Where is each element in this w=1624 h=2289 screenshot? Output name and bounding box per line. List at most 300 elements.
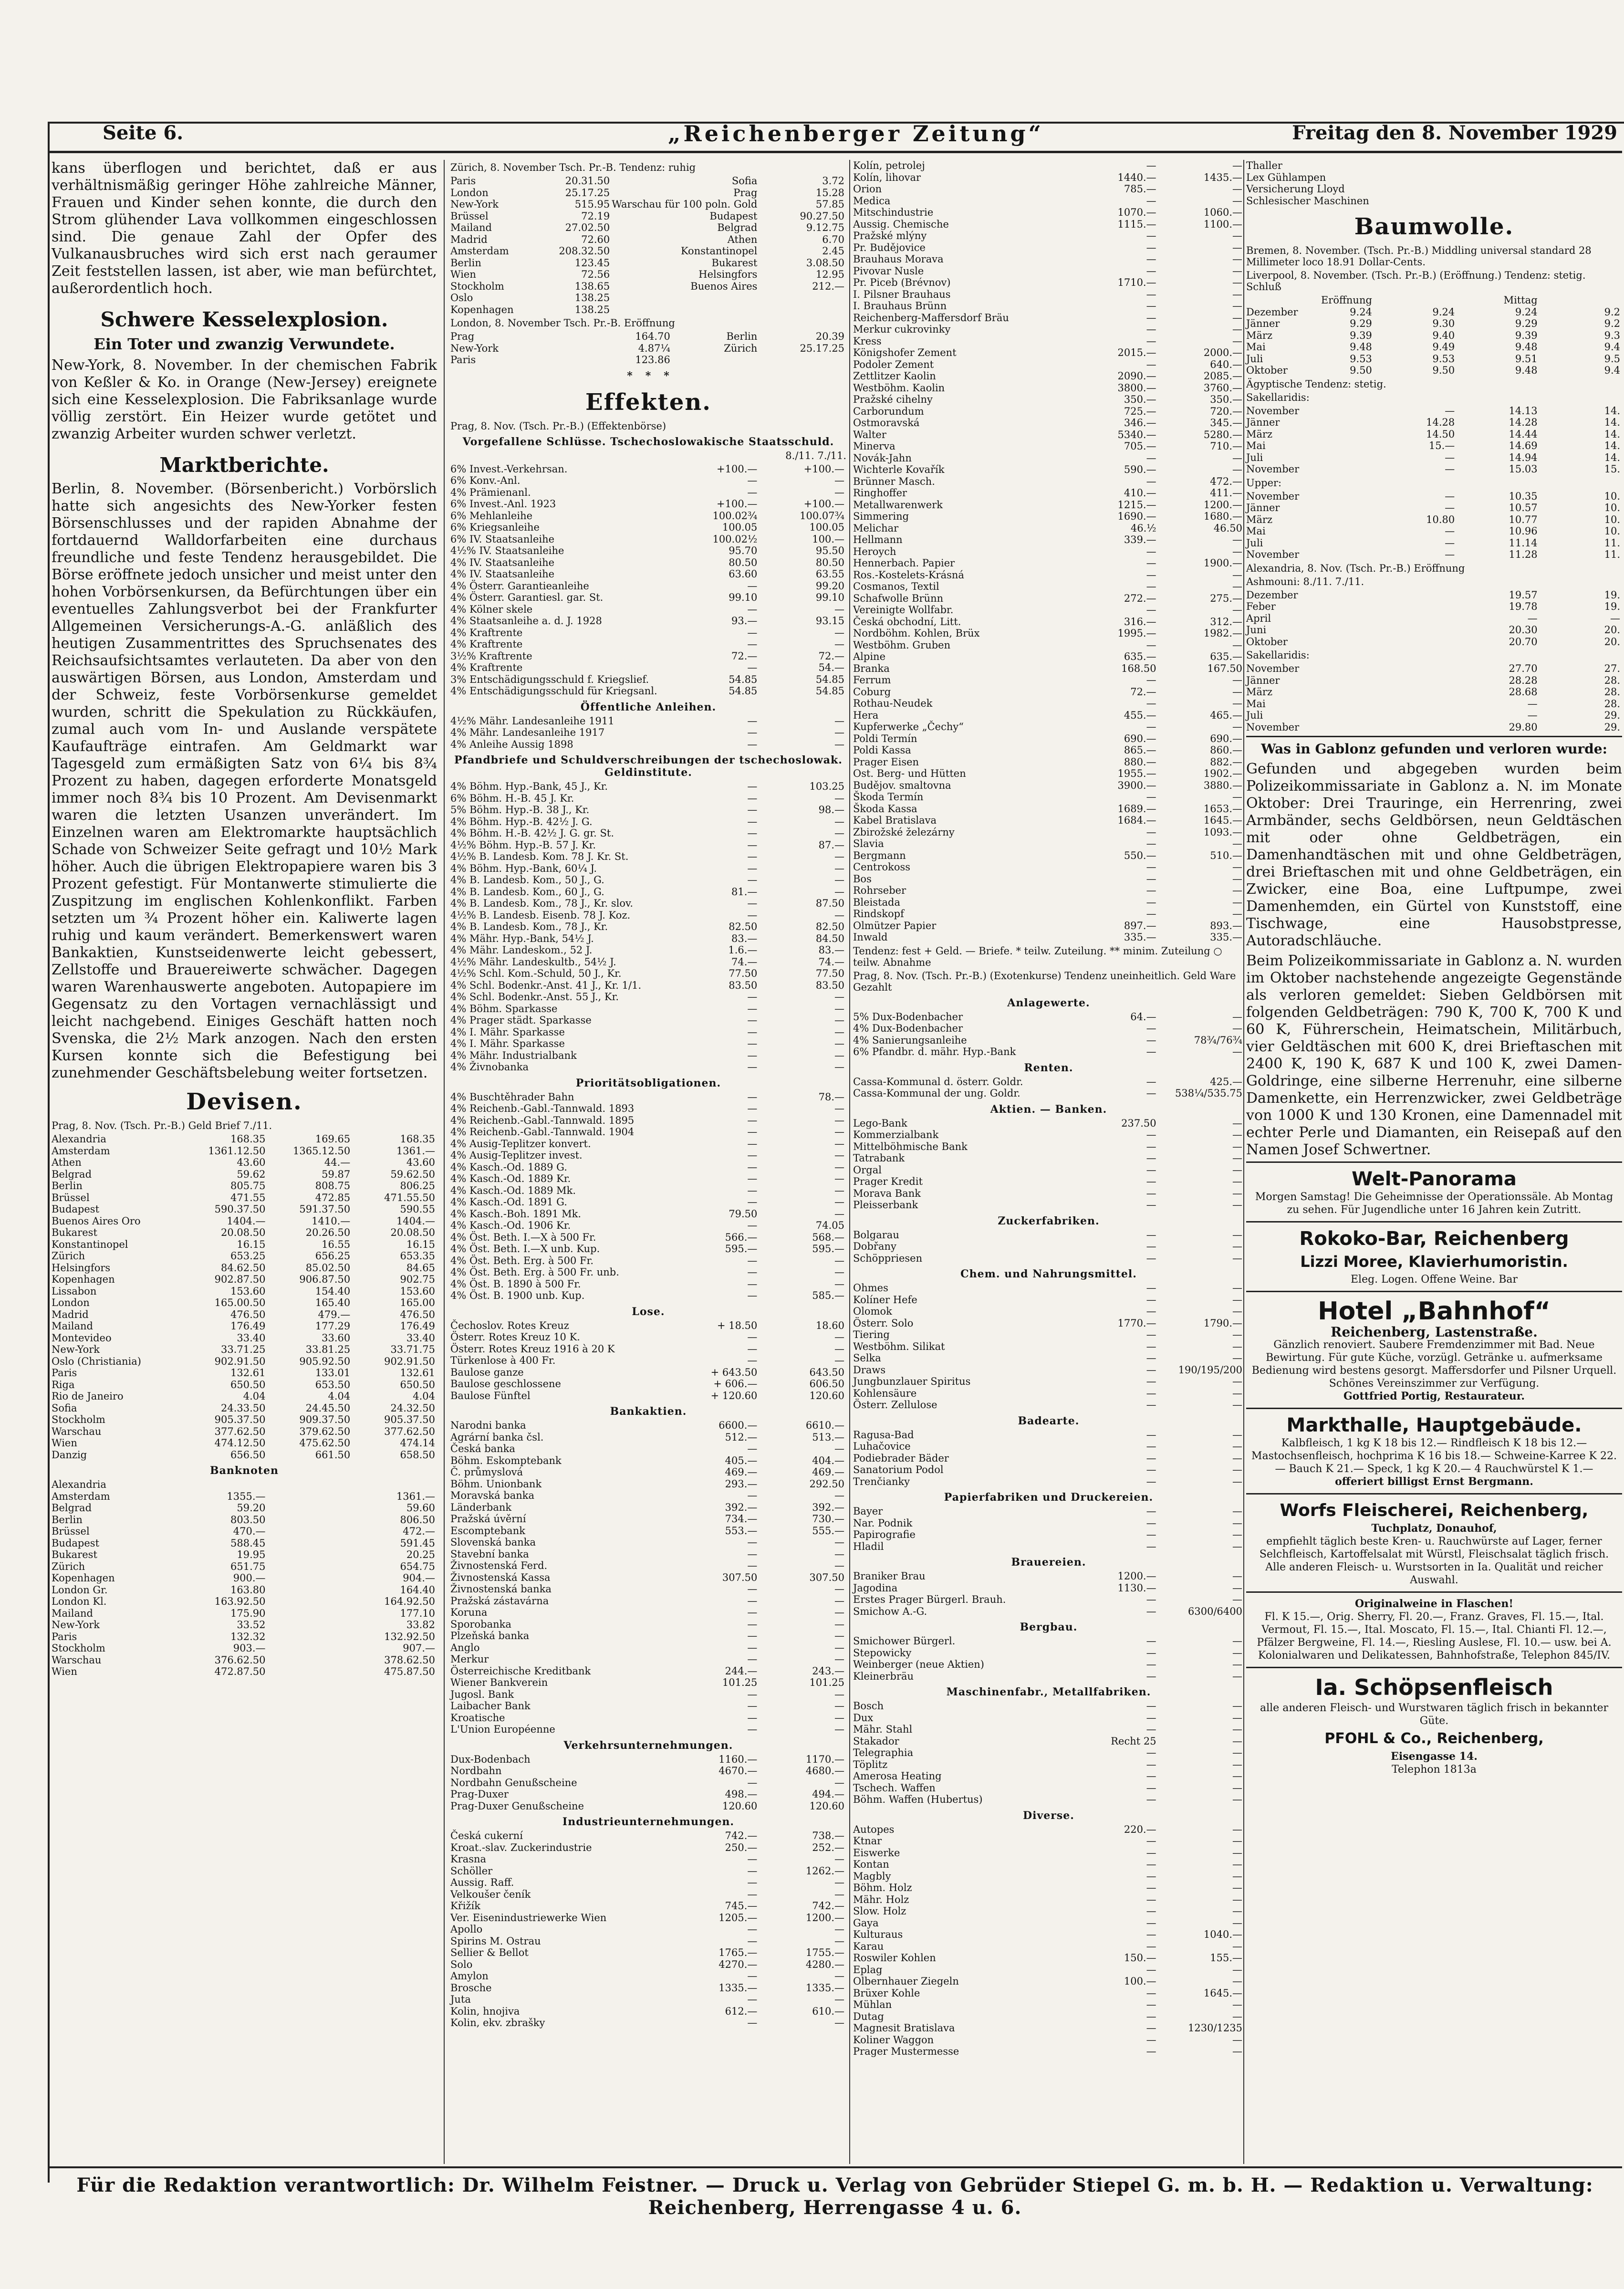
exoten-row <box>853 2034 1244 2046</box>
cell-name: Podoler Zement <box>853 358 934 370</box>
cell-name: Paris <box>52 1631 77 1642</box>
cell-value: — <box>1232 1712 1242 1724</box>
cell-value: — <box>747 1443 758 1454</box>
transport-table <box>450 1754 846 1812</box>
cell-name: Sofia <box>52 1402 77 1414</box>
cell-name: Trenčianky <box>853 1475 910 1487</box>
exoten-row <box>853 1046 1244 1058</box>
cell-value: 474.12.50 <box>214 1437 266 1449</box>
cell-value: — <box>1146 1594 1156 1605</box>
cell-name: 4½% Böhm. Hyp.-B. 57 J. Kr. <box>450 839 596 851</box>
cell-value: — <box>834 1114 844 1126</box>
cell-name: Lego-Bank <box>853 1117 907 1129</box>
cell-value: — <box>1146 2046 1156 2057</box>
devisen-row <box>52 1332 437 1344</box>
cell-name: Warschau <box>52 1425 102 1437</box>
bank-row <box>450 1724 846 1735</box>
cell-name: Böhm. Waffen (Hubertus) <box>853 1794 983 1805</box>
alex-row <box>1246 613 1622 625</box>
cell-value: 100.02¾ <box>712 510 758 522</box>
devisen-row <box>52 1227 437 1239</box>
cell-value: — <box>747 1355 758 1366</box>
cell-value: — <box>747 1777 758 1788</box>
cell-name: Melichar <box>853 522 899 534</box>
exoten-row <box>853 1824 1244 1836</box>
cell-value: — <box>1232 1529 1242 1540</box>
cell-value: — <box>1232 1117 1242 1129</box>
alex-row <box>1246 698 1622 710</box>
cell-value: — <box>1146 1758 1156 1770</box>
bond-row <box>450 557 846 569</box>
cell-value: 595.— <box>725 1243 758 1254</box>
cell-value: — <box>834 2017 844 2028</box>
ad-lamb-title: Ia. Schöpsenfleisch <box>1315 1674 1553 1700</box>
bond-row <box>450 804 846 816</box>
cell-value <box>268 1502 353 1514</box>
industry-row <box>450 1830 846 1842</box>
cell-name: Pražské mlýny <box>853 230 927 241</box>
cell-value <box>268 1608 353 1620</box>
cell-value: — <box>747 839 758 851</box>
cell-name: Kolin, hnojiva <box>450 2005 520 2017</box>
pfandbriefe-table <box>450 781 846 1073</box>
cell-value: 9.12.75 <box>806 222 844 233</box>
cell-value: 1335.— <box>718 1982 758 1994</box>
cell-value: — <box>834 1560 844 1571</box>
alex-row <box>1246 636 1622 648</box>
exoten-sec: Badearte. <box>1018 1414 1080 1427</box>
cell-value: — <box>1232 277 1242 288</box>
cell-value: — <box>747 792 758 804</box>
cell-name: 4% Mähr. Landeskom., 52 J. <box>450 944 593 956</box>
bond-row <box>450 685 846 697</box>
exoten-table <box>853 1282 1244 1411</box>
cell-value: — <box>834 909 844 921</box>
cell-value: 27. <box>1604 663 1620 674</box>
cell-value: — <box>1232 1700 1242 1712</box>
cell-value: — <box>1146 1700 1156 1712</box>
cell-value: — <box>834 475 844 486</box>
cell-name: Nar. Podnik <box>853 1517 913 1529</box>
cell-value: 10. <box>1604 502 1620 513</box>
cell-value: — <box>1146 791 1156 803</box>
cell-name: Österreichische Kreditbank <box>450 1665 591 1677</box>
cell-value: — <box>747 1548 758 1560</box>
cell-value: — <box>1232 1859 1242 1870</box>
cell-value <box>268 1479 353 1491</box>
cell-name: Kolín, lihovar <box>853 171 921 183</box>
bond-row <box>450 816 846 828</box>
cell-value: 880.— <box>1124 756 1156 768</box>
cell-value: — <box>834 727 844 738</box>
cell-value: — <box>747 1103 758 1114</box>
zurich-row <box>450 269 846 281</box>
cell-value: 83.50 <box>815 979 844 991</box>
bond-row <box>450 1173 846 1185</box>
cell-value: 177.29 <box>315 1320 351 1332</box>
bank-row <box>450 1619 846 1631</box>
cell-value: 1262.— <box>805 1865 844 1877</box>
cell-name: Ver. Eisenindustriewerke Wien <box>450 1912 607 1923</box>
exoten-row <box>853 1464 1244 1476</box>
cell-name: Mai <box>1246 440 1266 451</box>
cell-value: 33.40 <box>237 1332 266 1344</box>
cell-value: 653.50 <box>315 1379 351 1390</box>
exoten-row <box>853 1364 1244 1376</box>
cell-value: — <box>834 1103 844 1114</box>
cell-value: 350.— <box>1210 394 1242 405</box>
cell-value: — <box>1146 265 1156 277</box>
cell-name: 6% Konv.-Anl. <box>450 475 521 486</box>
bond-row <box>450 793 846 805</box>
cell-name: Laibacher Bank <box>450 1700 531 1712</box>
cell-value <box>268 1619 353 1631</box>
cell-name: April <box>1246 612 1271 624</box>
cell-value: 293.— <box>725 1478 758 1490</box>
industry-row <box>853 242 1244 254</box>
cell-value: — <box>1445 451 1455 463</box>
cell-name: Zbirožské železárny <box>853 826 955 838</box>
cell-value: — <box>1232 1441 1242 1452</box>
exoten-table <box>853 1076 1244 1099</box>
cell-value: — <box>1232 1570 1242 1582</box>
effekten-cols: 8./11. 7./11. <box>785 449 846 461</box>
zurich-row <box>450 245 846 257</box>
cell-value: 84.50 <box>815 932 844 944</box>
cell-name: Paris <box>450 175 476 187</box>
exoten-row <box>853 1118 1244 1129</box>
exoten-row <box>853 1253 1244 1265</box>
cell-value: — <box>1232 896 1242 908</box>
cell-value: Helsingfors <box>698 269 758 280</box>
cell-name: Morava Bank <box>853 1187 921 1199</box>
cell-value: — <box>834 1014 844 1026</box>
cell-value: — <box>1146 1794 1156 1805</box>
alex-row <box>1246 721 1622 733</box>
cell-value: 635.— <box>1210 651 1242 662</box>
cell-value: 805.75 <box>230 1180 266 1192</box>
cell-name: Karau <box>853 1940 884 1952</box>
cell-value: 16.15 <box>406 1238 435 1250</box>
cell-value: — <box>747 486 758 498</box>
cell-name: 4% Anleihe Aussig 1898 <box>450 738 573 750</box>
column-divider <box>444 160 445 2164</box>
exoten-row <box>853 1429 1244 1441</box>
industry-row <box>853 744 1244 756</box>
effekten-meta: Prag, 8. Nov. (Tsch. Pr.-B.) (Effektenbörse) <box>450 420 666 432</box>
cell-name: Velkoušer čeník <box>450 1888 531 1900</box>
cell-value: 100.— <box>1124 1975 1156 1987</box>
cell-name: 4% Schl. Bodenkr.-Anst. 41 J., Kr. 1/1. <box>450 979 642 991</box>
page-header <box>0 122 1622 150</box>
cell-name: Mühlan <box>853 1999 892 2010</box>
liverpool-row <box>1246 341 1622 353</box>
exoten-row <box>853 1594 1244 1606</box>
bond-row <box>450 1243 846 1255</box>
exoten-row <box>853 1282 1244 1294</box>
cell-value: 33.52 <box>237 1619 266 1631</box>
cell-value: — <box>1146 873 1156 885</box>
devisen-table <box>52 1133 437 1461</box>
cell-value: — <box>834 1126 844 1138</box>
list-item <box>1246 160 1622 172</box>
cell-value: 475.62.50 <box>299 1437 351 1449</box>
cell-name: Wiener Bankverein <box>450 1677 548 1688</box>
cell-value: 90.27.50 <box>800 210 844 222</box>
cell-value: — <box>1146 1647 1156 1659</box>
cell-value: 54.— <box>818 662 844 673</box>
cell-value: — <box>834 603 844 615</box>
cell-name: Stockholm <box>450 280 504 292</box>
industry-row <box>853 370 1244 382</box>
cell-value: — <box>1146 1352 1156 1364</box>
industry-row <box>450 1982 846 1994</box>
cell-value: 902.87.50 <box>214 1274 266 1285</box>
bond-row <box>450 487 846 499</box>
cell-name: 4% Kasch.-Od. 1889 Mk. <box>450 1184 576 1196</box>
cell-value: — <box>1146 1364 1156 1376</box>
cell-name: November <box>1246 549 1300 560</box>
ad-lamb-text: alle anderen Fleisch- und Wurstwaren täglich frisch in bekannter Güte. <box>1260 1702 1608 1727</box>
cell-value: — <box>834 1003 844 1014</box>
cell-value: 1200.— <box>1117 1570 1156 1582</box>
cell-name: Zettlitzer Kaolin <box>853 370 936 382</box>
cell-value: 14.28 <box>1509 417 1538 428</box>
cell-name: Brüssel <box>52 1526 90 1537</box>
banknoten-row <box>52 1642 437 1654</box>
cell-value: 176.49 <box>230 1320 266 1332</box>
egypt-row <box>1246 452 1622 464</box>
cell-value: — <box>747 1618 758 1630</box>
exoten-sec: Chem. und Nahrungsmittel. <box>960 1268 1137 1280</box>
cell-name: Oslo <box>450 292 473 303</box>
cell-name: Autopes <box>853 1823 895 1835</box>
exoten-table <box>853 1011 1244 1058</box>
cell-value: — <box>1146 1152 1156 1164</box>
cell-name <box>1246 294 1291 306</box>
cell-name: Bukarest <box>52 1227 97 1238</box>
cell-value: 379.62.50 <box>299 1425 351 1437</box>
cell-value: — <box>1232 1046 1242 1057</box>
cell-value: 54.85 <box>729 685 758 697</box>
bond-row <box>450 1185 846 1197</box>
ad-wine-text: Fl. K 15.—, Orig. Sherry, Fl. 20.—, Franz. Graves, Fl. 15.—, Ital. Vermout, Fl. 15.—, Ital. Moscato, Fl. 15.—, Ital. Chianti Fl. 12.—, Pfälzer Bergweine, Fl. 14.—, Riesling Auslese, Fl. 10.— usw. bei A. Kolonialwaren und Delikatessen, Bahnhofstraße, Telephon 845/IV. <box>1257 1611 1612 1662</box>
cell-value: 905.37.50 <box>214 1414 266 1425</box>
cell-name: Sanatorium Podol <box>853 1464 944 1475</box>
cell-value: — <box>747 1290 758 1301</box>
exoten-row <box>853 1835 1244 1847</box>
cell-name: Budapest <box>52 1537 100 1549</box>
cell-name: Centrokoss <box>853 861 911 873</box>
devisen-row <box>52 1309 437 1321</box>
ad-fleischerei-text: empfiehlt täglich beste Kren- u. Rauchwürste auf Lager, ferner Selchfleisch, Kartoffelsalat mit Würstl, Fleischsalat täglich frisch. Alle anderen Fleisch- u. Wurstsorten in Ia. Qualität und reicher Auswahl. <box>1259 1536 1609 1586</box>
cell-name: I. Brauhaus Brünn <box>853 300 947 312</box>
cell-value: 98.— <box>818 804 844 815</box>
cell-value: — <box>1232 1905 1242 1917</box>
bond-row <box>450 1220 846 1232</box>
cell-name: Simmering <box>853 511 909 522</box>
exoten-row <box>853 1859 1244 1871</box>
cell-value: 93.15 <box>815 615 844 627</box>
cell-value: 350.— <box>1124 394 1156 405</box>
exoten-table <box>853 1505 1244 1552</box>
cell-value: — <box>1232 1387 1242 1399</box>
cell-value: — <box>1232 1517 1242 1529</box>
cell-value: — <box>1232 1399 1242 1411</box>
cell-value: — <box>834 1490 844 1501</box>
cell-name: November <box>1246 405 1300 417</box>
ad-rokoko-sub: Lizzi Moree, Klavierhumoristin. <box>1300 1253 1568 1271</box>
cell-value: — <box>834 1161 844 1173</box>
exoten-row <box>853 1975 1244 1987</box>
exoten-sec: Brauereien. <box>1011 1556 1086 1568</box>
lot-row <box>450 1331 846 1343</box>
cell-value: — <box>834 1266 844 1278</box>
cell-value: — <box>1146 1294 1156 1306</box>
cell-value: — <box>1232 1940 1242 1952</box>
cell-name: Bergmann <box>853 849 906 861</box>
cell-value: — <box>1232 195 1242 207</box>
cell-value: — <box>1232 721 1242 732</box>
cell-name: 4% Öst. B. 1890 à 500 Fr. <box>450 1278 581 1290</box>
exoten-row <box>853 1388 1244 1400</box>
cell-value: 11.28 <box>1509 549 1538 560</box>
cell-value <box>268 1491 353 1503</box>
exoten-row <box>853 1541 1244 1553</box>
cell-value: 87.50 <box>815 898 844 909</box>
cell-value: 902.91.50 <box>384 1355 435 1367</box>
cell-name: Österr. Rotes Kreuz 10 K. <box>450 1331 580 1343</box>
cell-name: Narodni banka <box>450 1420 526 1431</box>
exoten-row <box>853 1941 1244 1953</box>
column-2 <box>450 160 846 2164</box>
cell-value: 640.— <box>1210 358 1242 370</box>
cell-value: 1361.— <box>396 1145 435 1157</box>
cell-name: Kolin, ekv. zbrašky <box>450 2017 545 2028</box>
cell-value: — <box>747 738 758 750</box>
devisen-row <box>52 1449 437 1461</box>
bond-row <box>450 568 846 580</box>
devisen-row <box>52 1192 437 1204</box>
cell-value: 155.— <box>1210 1952 1242 1964</box>
cell-value: 2000.— <box>1203 347 1242 358</box>
cell-value: — <box>1146 1712 1156 1724</box>
cell-name: London <box>52 1297 90 1308</box>
cell-name: Weinberger (neue Aktien) <box>853 1659 984 1670</box>
cell-value: 1995.— <box>1117 627 1156 639</box>
cell-value: 904.— <box>403 1572 435 1584</box>
cell-value: 44.— <box>324 1157 351 1168</box>
cell-value: 100.— <box>812 533 844 545</box>
cell-value: — <box>834 1853 844 1865</box>
cell-name: Kabel Bratislava <box>853 815 937 826</box>
explosion-text: New-York, 8. November. In der chemischen Fabrik von Keßler & Ko. in Orange (New-Jersey) ereignete sich eine Kesselexplosion. Die Fabriksanlage wurde völlig zerstört. Ein Heizer wurde getötet und zwanzig Arbeiter wurden schwer verletzt. <box>52 357 437 442</box>
cell-value: 10.96 <box>1509 525 1538 537</box>
industry-row <box>853 464 1244 476</box>
cell-value: — <box>1232 1187 1242 1199</box>
cell-value: 1365.12.50 <box>293 1145 351 1157</box>
column-divider <box>849 160 850 2164</box>
cell-value: — <box>834 862 844 874</box>
cell-value: — <box>1146 838 1156 849</box>
devisen-row <box>52 1286 437 1297</box>
industry-row <box>853 920 1244 932</box>
cell-name: Baulose ganze <box>450 1366 524 1378</box>
cell-value: — <box>1146 826 1156 838</box>
industry-row <box>853 265 1244 277</box>
exoten-row <box>853 1659 1244 1671</box>
devisen-row <box>52 1239 437 1251</box>
cell-value: — <box>747 1061 758 1073</box>
cell-value: 165.40 <box>315 1297 351 1308</box>
bank-row <box>450 1548 846 1560</box>
bank-row <box>450 1595 846 1607</box>
cell-value: — <box>834 1583 844 1595</box>
cell-value: 472.— <box>403 1526 435 1537</box>
cell-value: — <box>747 727 758 738</box>
cell-name: Tiering <box>853 1329 890 1340</box>
industry-row <box>853 803 1244 815</box>
cell-value <box>352 1479 437 1491</box>
cell-value: 2.45 <box>822 245 844 257</box>
cell-value: — <box>1146 1076 1156 1087</box>
ad-hotel-title: Hotel „Bahnhof“ <box>1318 1297 1551 1326</box>
cell-name: 4% Österr. Garantieanleihe <box>450 580 589 592</box>
exoten-row <box>853 1241 1244 1253</box>
cell-value: 860.— <box>1210 744 1242 756</box>
cell-value: 18.60 <box>815 1319 844 1331</box>
devisen-row <box>52 1203 437 1215</box>
ad-markthalle <box>1246 1408 1622 1493</box>
cell-value: 10.80 <box>1426 513 1455 525</box>
cell-name: 6% Invest.-Verkehrsan. <box>450 463 568 475</box>
bond-row <box>450 1038 846 1050</box>
cell-value: 120.60 <box>809 1800 844 1812</box>
industry-row <box>853 487 1244 499</box>
cell-value: 803.50 <box>230 1514 266 1526</box>
cell-name: Pražské cihelny <box>853 394 933 405</box>
cell-value: — <box>1146 1199 1156 1211</box>
cell-value: — <box>1232 265 1242 277</box>
cell-value: — <box>747 1278 758 1290</box>
exoten-sec: Anlagewerte. <box>1007 996 1090 1009</box>
cell-value: 377.62.50 <box>384 1425 435 1437</box>
exoten-row <box>853 1782 1244 1794</box>
cell-value: 591.45 <box>400 1537 435 1549</box>
bremen-text: Bremen, 8. November. (Tsch. Pr.-B.) Middling universal standard 28 Millimeter loco 18.91 Dollar-Cents. <box>1246 245 1592 268</box>
cell-value: 101.25 <box>722 1677 758 1688</box>
cell-value: 29. <box>1604 721 1620 733</box>
cell-value: 168.35 <box>400 1133 435 1145</box>
cell-value: — <box>1146 241 1156 253</box>
cell-value: 513.— <box>812 1431 844 1443</box>
cell-name: 4½% IV. Staatsanleihe <box>450 545 564 556</box>
alexandria-meta: Alexandria, 8. Nov. (Tsch. Pr.-B.) Eröffnung <box>1246 562 1465 574</box>
cell-value: 378.62.50 <box>384 1654 435 1666</box>
zurich-row <box>450 187 846 199</box>
cell-value: 29. <box>1604 710 1620 721</box>
cell-name: Ktnar <box>853 1835 882 1847</box>
cell-value: — <box>834 627 844 638</box>
cell-value: 806.25 <box>400 1180 435 1192</box>
cell-name: Nordbahn Genußscheine <box>450 1777 577 1788</box>
cell-value: 27.02.50 <box>565 222 610 233</box>
cell-value: — <box>1232 1199 1242 1211</box>
cell-name: Poldi Kassa <box>853 744 911 756</box>
exoten-row <box>853 1188 1244 1200</box>
cell-value: — <box>1146 2034 1156 2046</box>
cell-value: 1435.— <box>1203 171 1242 183</box>
